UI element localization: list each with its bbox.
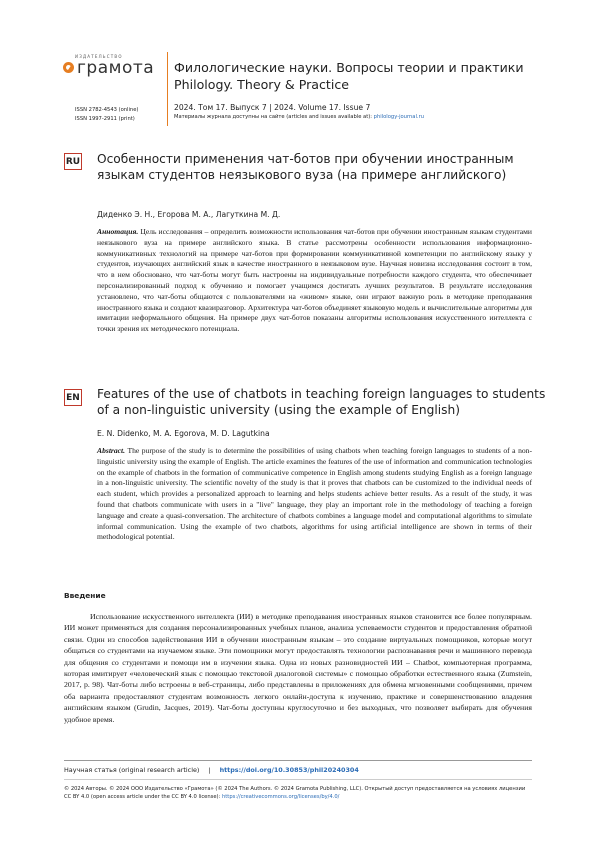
footer-separator: | — [208, 766, 211, 774]
copyright-notice — [64, 785, 534, 801]
issn-online: ISSN 2782-4543 (online) — [75, 107, 139, 113]
copyright-text: © 2024 Авторы. © 2024 ООО Издательство «Грамота» (© 2024 The Authors. © 2024 Gramota Publishing, LLC). Открытый доступ предоставляется на условиях лицензии CC BY 4.0 (open access article under the CC BY 4.0 license): — [64, 786, 526, 800]
en-abstract-text: The purpose of the study is to determine the possibilities of using chatbots when teaching foreign languages to students of a non-linguistic university using the example of English. The article examines the features of the use of information and communication technologies on the example of chatbots in the formation of communicative competence in English among students studying English as a foreign language in a non-linguistic university. The scientific novelty of the study is that it proves that chatbots can be customized to the individual needs of each student, which provides a personalized approach to learning and helps students achieve better results. As a result of the study, it was found that chatbots communicate with users in a "live" language, they play an important role in the methodology of teaching a foreign language and create a quasi-conversation. The architecture of chatbots combines a language model and computational algorithms to simulate informal communication. Using the example of two chatbots, algorithms for using artificial intelligence are shown in terms of their methodological potential. — [97, 446, 532, 542]
intro-body: Использование искусственного интеллекта (ИИ) в методике преподавания иностранных языков становится все более популярным. ИИ может применяться для создания персонализированных учебных планов, анализа успеваемости студентов и предоставления обратной связи. Один из способов задействования ИИ в обучении иностранным языкам – это создание виртуальных помощников, которые могут общаться со студентами на изучаемом языке. Эти помощники могут предоставлять технологии распознавания речи и машинного перевода для общения со студентами и помощи им в изучении языка. Одна из новых разновидностей ИИ – Chatbot, компьютерная программа, которая имитирует «человеческий язык с помощью текстовой диалоговой системы» с помощью обработки естественного языка (Zumstein, 2017, p. 98). Чат-боты либо встроены в веб-страницы, либо представлены в приложениях для обмена мгновенными сообщениями, причем оба варианта предоставляют студентам возможность легкого онлайн-доступа к изучению, практике и совершенствованию владения английским языком (Grudin, Jacques, 2019). Чат-боты доступны круглосуточно и без выходных, что позволяет выбирать для обучения удобное время. — [64, 612, 532, 724]
license-link[interactable]: https://creativecommons.org/licenses/by/4.0/ — [221, 794, 340, 800]
en-abstract — [97, 446, 532, 543]
ru-language-badge: RU — [64, 153, 82, 170]
article-type: Научная статья (original research article) — [64, 766, 200, 774]
materials-text: Материалы журнала доступны на сайте (articles and issues available at): — [174, 114, 374, 120]
header-divider — [167, 52, 168, 126]
intro-heading: Введение — [64, 591, 106, 600]
materials-note — [174, 114, 424, 120]
logo-publisher-label: ИЗДАТЕЛЬСТВО — [75, 54, 123, 59]
ru-abstract-label: Аннотация. — [97, 227, 139, 236]
ru-abstract — [97, 227, 532, 335]
en-article-title: Features of the use of chatbots in teaching foreign languages to students of a non-linguistic university (using the example of English) — [97, 387, 546, 417]
ru-article-title: Особенности применения чат-ботов при обучении иностранным языкам студентов неязыкового вуза (на примере английского) — [97, 152, 514, 182]
journal-site-link[interactable]: philology-journal.ru — [373, 114, 424, 120]
en-abstract-label: Abstract. — [97, 446, 126, 455]
journal-title-ru: Филологические науки. Вопросы теории и практики — [174, 60, 524, 75]
footer-article-line — [64, 766, 359, 774]
en-language-badge: EN — [64, 389, 82, 406]
journal-title-en: Philology. Theory & Practice — [174, 77, 350, 92]
ru-authors: Диденко Э. Н., Егорова М. А., Лагуткина М. Д. — [97, 210, 281, 219]
ru-abstract-text: Цель исследования – определить возможности использования чат-ботов при обучении иностранным языкам студентами неязыкового вуза на примере английского языка. В статье рассмотрены особенности использования информационно-коммуникативных технологий на примере чат-ботов при формировании коммуникативной компетенции по английскому языку у студентов, изучающих английский язык в качестве иностранного в неязыковом вузе. Научная новизна исследования состоит в том, что в нем обосновано, что чат-боты могут быть настроены на индивидуальные потребности каждого студента, что обеспечивает персонализированный подход к обучению и помогает учащимся достигать лучших результатов. В результате исследования установлено, что чат-боты общаются с пользователями на «живом» языке, они играют важную роль в методике преподавания иностранного языка и создают квазиразговор. Архитектура чат-ботов объединяет языковую модель и вычислительные алгоритмы для имитации неформального общения. На примере двух чат-ботов показаны алгоритмы использования искусственного интеллекта с точки зрения их методического потенциала. — [97, 227, 532, 334]
logo-wordmark: грамота — [77, 58, 155, 78]
issue-info: 2024. Том 17. Выпуск 7 | 2024. Volume 17. Issue 7 — [174, 103, 371, 112]
en-authors: E. N. Didenko, M. A. Egorova, M. D. Lagutkina — [97, 429, 270, 438]
doi-link[interactable]: https://doi.org/10.30853/phil20240304 — [219, 766, 359, 774]
footer-divider — [64, 760, 532, 761]
footer-divider-2 — [64, 779, 532, 780]
issn-print: ISSN 1997-2911 (print) — [75, 116, 135, 122]
issn-block — [75, 106, 138, 124]
journal-title — [174, 59, 524, 93]
